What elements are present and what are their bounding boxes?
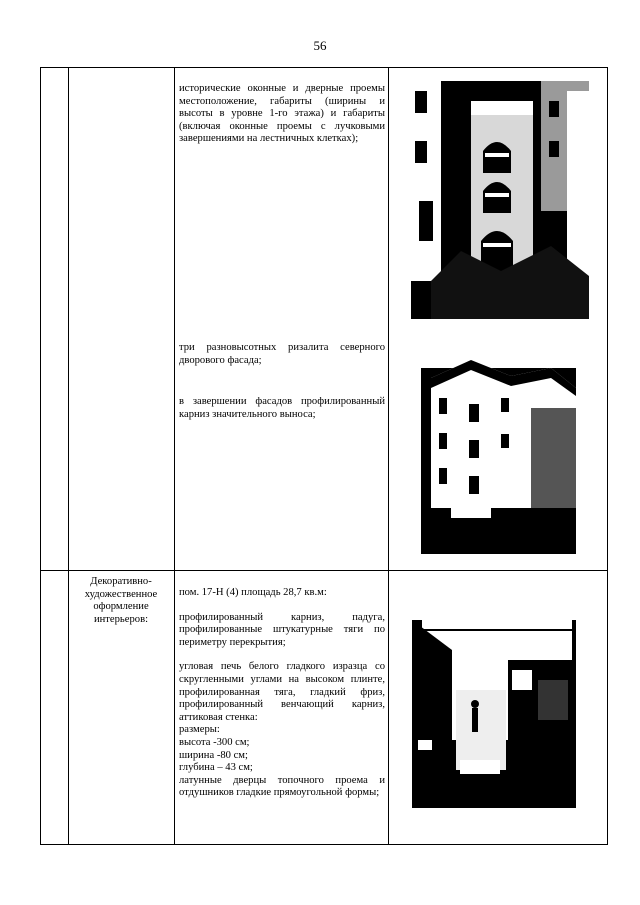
text-risalits: три разновысотных ризалита северного дворового фасада; bbox=[179, 342, 385, 366]
dimensions-heading: размеры: bbox=[179, 724, 220, 736]
interior-description bbox=[179, 587, 385, 800]
column-divider bbox=[68, 68, 69, 844]
dimension-height: высота -300 см; bbox=[179, 736, 250, 748]
dimension-width: ширина -80 см; bbox=[179, 749, 248, 761]
dimension-depth: глубина – 43 см; bbox=[179, 762, 253, 774]
courtyard-facade-photo bbox=[411, 81, 589, 319]
row-divider bbox=[41, 570, 607, 571]
column-divider bbox=[174, 68, 175, 844]
document-table bbox=[40, 67, 608, 845]
label-interior-decoration: Декоративно-художественное оформление интерьеров: bbox=[84, 576, 158, 625]
doors-description: латунные дверцы топочного проема и отдушников гладкие прямоугольной формы; bbox=[179, 774, 385, 799]
text-historic-openings: исторические оконные и дверные проемы местоположение, габариты (ширины и высоты в уровне 1-го этажа) и габариты (включая оконные проемы с лучковыми завершениями на лестничных клетках); bbox=[179, 83, 385, 145]
page-number: 56 bbox=[313, 38, 327, 53]
column-divider bbox=[388, 68, 389, 844]
stove-description: угловая печь белого гладкого изразца со скругленными углами на высоком плинте, профилированная тяга, гладкий фриз, профилированный венчающий карниз, аттиковая стенка: bbox=[179, 661, 385, 723]
room-title: пом. 17-Н (4) площадь 28,7 кв.м: bbox=[179, 587, 327, 598]
cornice-description: профилированный карниз, падуга, профилированные штукатурные тяги по периметру перекрытия; bbox=[179, 611, 385, 648]
text-cornice: в завершении фасадов профилированный карниз значительного выноса; bbox=[179, 396, 385, 420]
interior-stove-photo bbox=[412, 590, 576, 808]
building-corner-photo bbox=[421, 348, 576, 554]
